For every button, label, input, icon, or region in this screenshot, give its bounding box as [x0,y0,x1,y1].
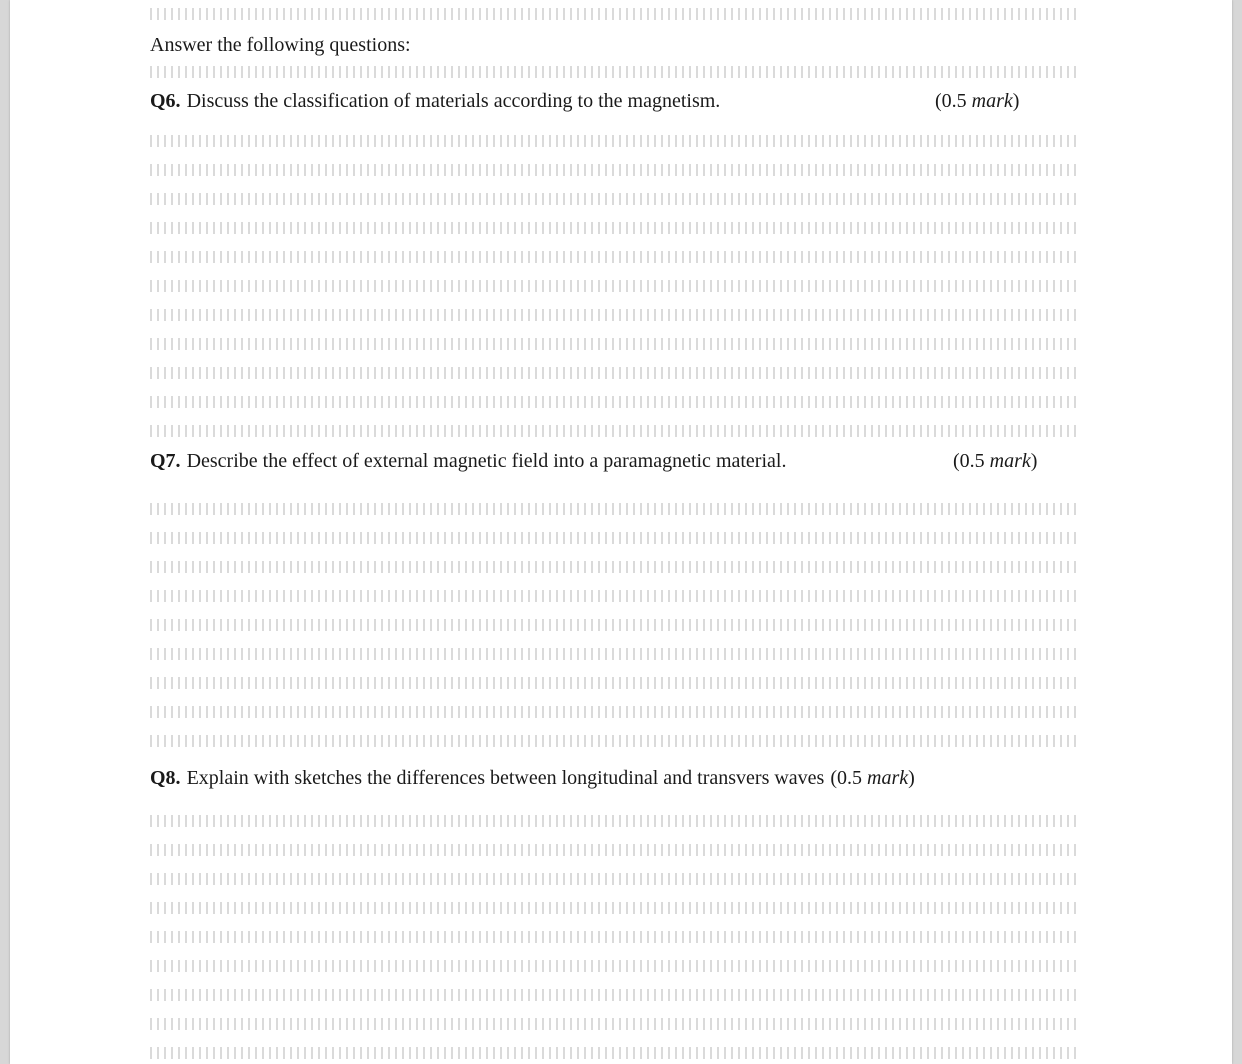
answer-dotted-line [150,66,1080,78]
answer-dotted-line [150,164,1080,176]
question-8-mark [830,767,914,790]
answer-dotted-line [150,8,1080,20]
question-6-number: Q6. [150,89,181,112]
question-7-mark-unit: mark [989,450,1031,472]
answer-dotted-line [150,425,1080,437]
question-7-mark [953,450,1037,473]
answer-dotted-line [150,222,1080,234]
question-8 [150,763,915,793]
question-6-mark [935,90,1019,113]
answer-dotted-line [150,338,1080,350]
answer-dotted-line [150,396,1080,408]
answer-dotted-line [150,815,1080,827]
intro-line [150,30,411,60]
question-7-mark-value: (0.5 [953,450,985,472]
answer-dotted-line [150,135,1080,147]
answer-dotted-line [150,280,1080,292]
answer-dotted-line [150,844,1080,856]
question-6 [150,86,720,116]
answer-dotted-line [150,735,1080,747]
answer-dotted-line [150,590,1080,602]
answer-dotted-line [150,677,1080,689]
answer-dotted-line [150,309,1080,321]
answer-dotted-line [150,532,1080,544]
question-8-text: Explain with sketches the differences between longitudinal and transvers waves [186,766,825,789]
question-8-mark-value: (0.5 [830,766,862,789]
question-8-mark-unit: mark [867,766,909,789]
question-7 [150,446,786,476]
answer-dotted-line [150,1018,1080,1030]
answer-dotted-line [150,706,1080,718]
question-8-mark-close: ) [908,766,915,789]
answer-dotted-line [150,367,1080,379]
question-7-mark-close: ) [1030,450,1038,472]
exam-sheet [10,0,1232,1064]
question-6-mark-close: ) [1012,90,1020,112]
answer-dotted-line [150,561,1080,573]
answer-dotted-line [150,989,1080,1001]
answer-dotted-line [150,251,1080,263]
answer-dotted-line [150,1047,1080,1059]
intro-text: Answer the following questions: [150,33,411,56]
answer-dotted-line [150,873,1080,885]
answer-dotted-line [150,503,1080,515]
sheet-content [150,0,1090,1064]
question-6-mark-value: (0.5 [935,90,967,112]
answer-dotted-line [150,960,1080,972]
question-6-mark-unit: mark [971,90,1013,112]
answer-dotted-line [150,619,1080,631]
question-7-text: Describe the effect of external magnetic field into a paramagnetic material. [186,449,787,472]
answer-dotted-line [150,648,1080,660]
answer-dotted-line [150,931,1080,943]
answer-dotted-line [150,193,1080,205]
question-6-text: Discuss the classification of materials according to the magnetism. [186,89,721,112]
question-7-number: Q7. [150,449,181,472]
answer-dotted-line [150,902,1080,914]
question-8-number: Q8. [150,766,181,789]
